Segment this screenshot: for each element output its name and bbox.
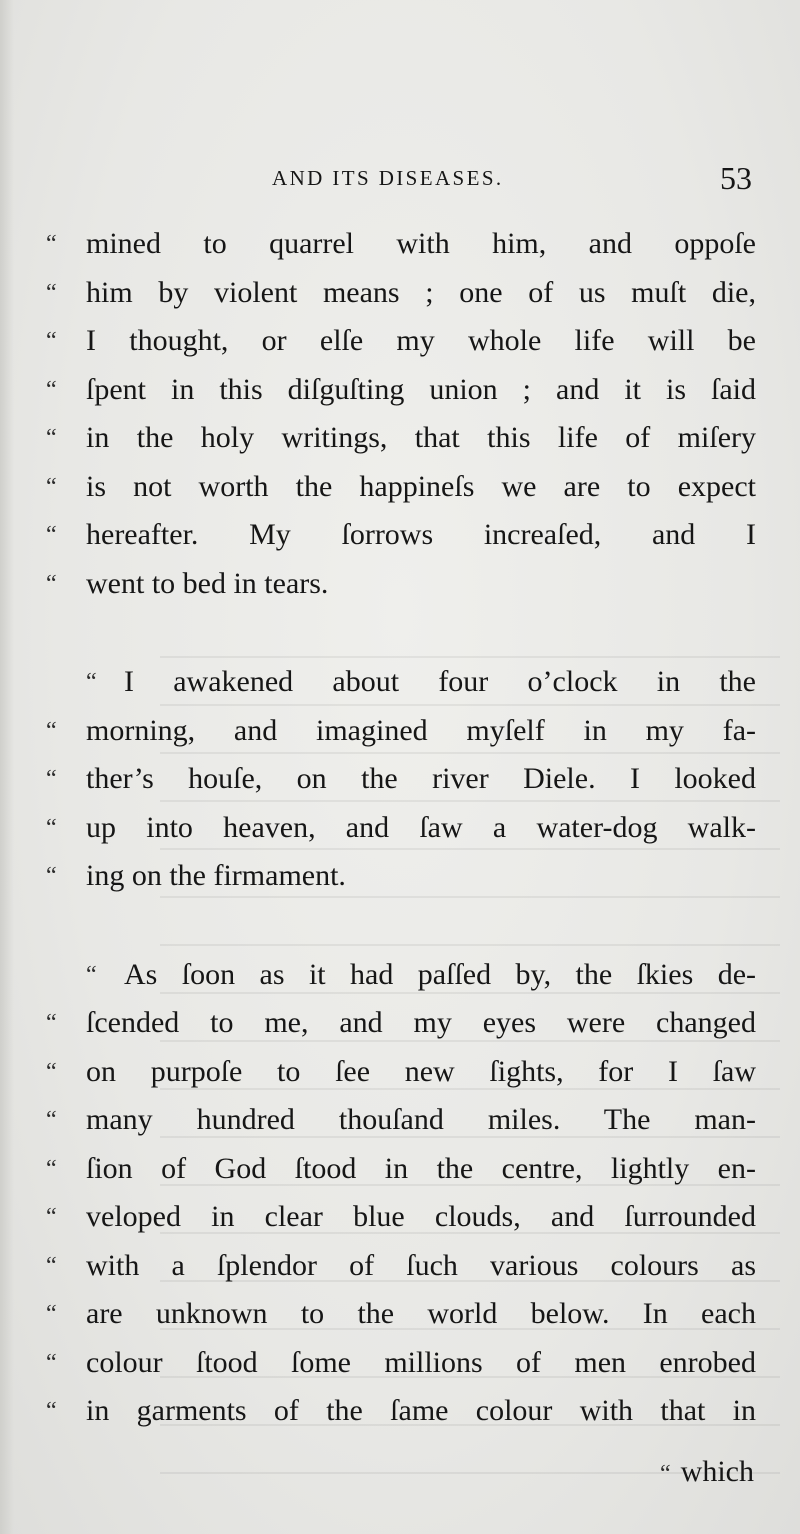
line-text: colour ſtood ſome millions of men enrobed (86, 1345, 756, 1379)
paragraph-gap (46, 901, 756, 951)
text-line (46, 366, 756, 415)
text-line (46, 1193, 756, 1242)
text-line (46, 1242, 756, 1291)
page-gutter-shadow (0, 0, 14, 1534)
quote-mark: “ (46, 717, 57, 744)
line-text: ſion of God ſtood in the centre, lightly en- (86, 1151, 756, 1185)
quote-mark: “ (46, 1204, 57, 1230)
quote-mark: “ (46, 473, 57, 500)
quote-mark: “ (46, 570, 57, 597)
line-text: in the holy writings, that this life of miſery (86, 421, 756, 454)
quote-mark: “ (46, 376, 57, 403)
text-line (46, 1290, 756, 1339)
text-line (46, 463, 756, 512)
text-line (46, 707, 756, 756)
line-text: in garments of the ſame colour with that in (86, 1394, 756, 1427)
line-text: went to bed in tears. (86, 566, 329, 600)
text-line (46, 317, 756, 366)
quote-mark: “ (46, 522, 57, 548)
text-line (46, 1096, 756, 1145)
text-line (46, 220, 756, 269)
text-line (46, 951, 756, 1000)
line-text: ing on the firmament. (86, 859, 346, 892)
text-line (46, 1145, 756, 1194)
quote-mark: “ (46, 814, 57, 841)
text-line (46, 852, 756, 901)
catchword (660, 1452, 754, 1494)
text-line (46, 269, 756, 318)
text-line (46, 560, 756, 609)
line-text: is not worth the happineſs we are to expect (86, 469, 756, 503)
quote-mark: “ (46, 1398, 57, 1424)
quote-mark: “ (46, 1010, 57, 1036)
text-line (46, 1387, 756, 1436)
paragraph-gap (46, 608, 756, 658)
line-text: I awakened about four o’clock in the (124, 665, 756, 698)
text-line (46, 1339, 756, 1388)
line-text: ſcended to me, and my eyes were changed (86, 1006, 756, 1039)
page-number: 53 (720, 160, 752, 196)
quote-mark: “ (46, 1349, 57, 1376)
line-text: ſpent in this diſguſting union ; and it is ſaid (86, 372, 756, 406)
text-line (46, 658, 756, 707)
line-text: As ſoon as it had paſſed by, the ſkies de- (124, 957, 756, 991)
quote-mark: “ (86, 961, 97, 988)
text-line (46, 804, 756, 853)
quote-mark: “ (86, 669, 97, 695)
line-text: on purpoſe to ſee new ſights, for I ſaw (86, 1054, 756, 1088)
text-line (46, 511, 756, 560)
line-text: morning, and imagined myſelf in my fa- (86, 713, 756, 747)
line-text: ther’s houſe, on the river Diele. I looked (86, 762, 756, 795)
paragraph (46, 658, 756, 901)
text-line (46, 999, 756, 1048)
quote-mark: “ (46, 231, 57, 257)
line-text: hereafter. My ſorrows increaſed, and I (86, 518, 756, 551)
paragraph (46, 220, 756, 608)
quote-mark: “ (46, 328, 57, 354)
text-line (46, 414, 756, 463)
catchword-text: which (680, 1455, 754, 1488)
quote-mark: “ (46, 1301, 57, 1327)
quote-mark: “ (46, 1155, 57, 1182)
quote-mark: “ (46, 1058, 57, 1085)
running-head: AND ITS DISEASES. (272, 166, 504, 190)
line-text: I thought, or elſe my whole life will be (86, 324, 756, 357)
quote-mark: “ (46, 279, 57, 306)
line-text: with a ſplendor of ſuch various colours as (86, 1248, 756, 1282)
page-header (0, 160, 800, 200)
quote-mark: “ (46, 1252, 57, 1279)
line-text: mined to quarrel with him, and oppoſe (86, 227, 756, 260)
quote-mark: “ (46, 863, 57, 889)
quote-mark: “ (46, 1107, 57, 1133)
text-line (46, 755, 756, 804)
line-text: many hundred thouſand miles. The man- (86, 1103, 756, 1136)
text-line (46, 1048, 756, 1097)
line-text: up into heaven, and ſaw a water-dog walk- (86, 810, 756, 844)
line-text: him by violent means ; one of us muſt die, (86, 275, 756, 309)
quote-mark: “ (660, 1461, 671, 1487)
line-text: are unknown to the world below. In each (86, 1297, 756, 1330)
body-text (46, 220, 756, 1436)
quote-mark: “ (46, 766, 57, 792)
paragraph (46, 951, 756, 1436)
quote-mark: “ (46, 425, 57, 451)
line-text: veloped in clear blue clouds, and ſurrounded (86, 1200, 756, 1233)
